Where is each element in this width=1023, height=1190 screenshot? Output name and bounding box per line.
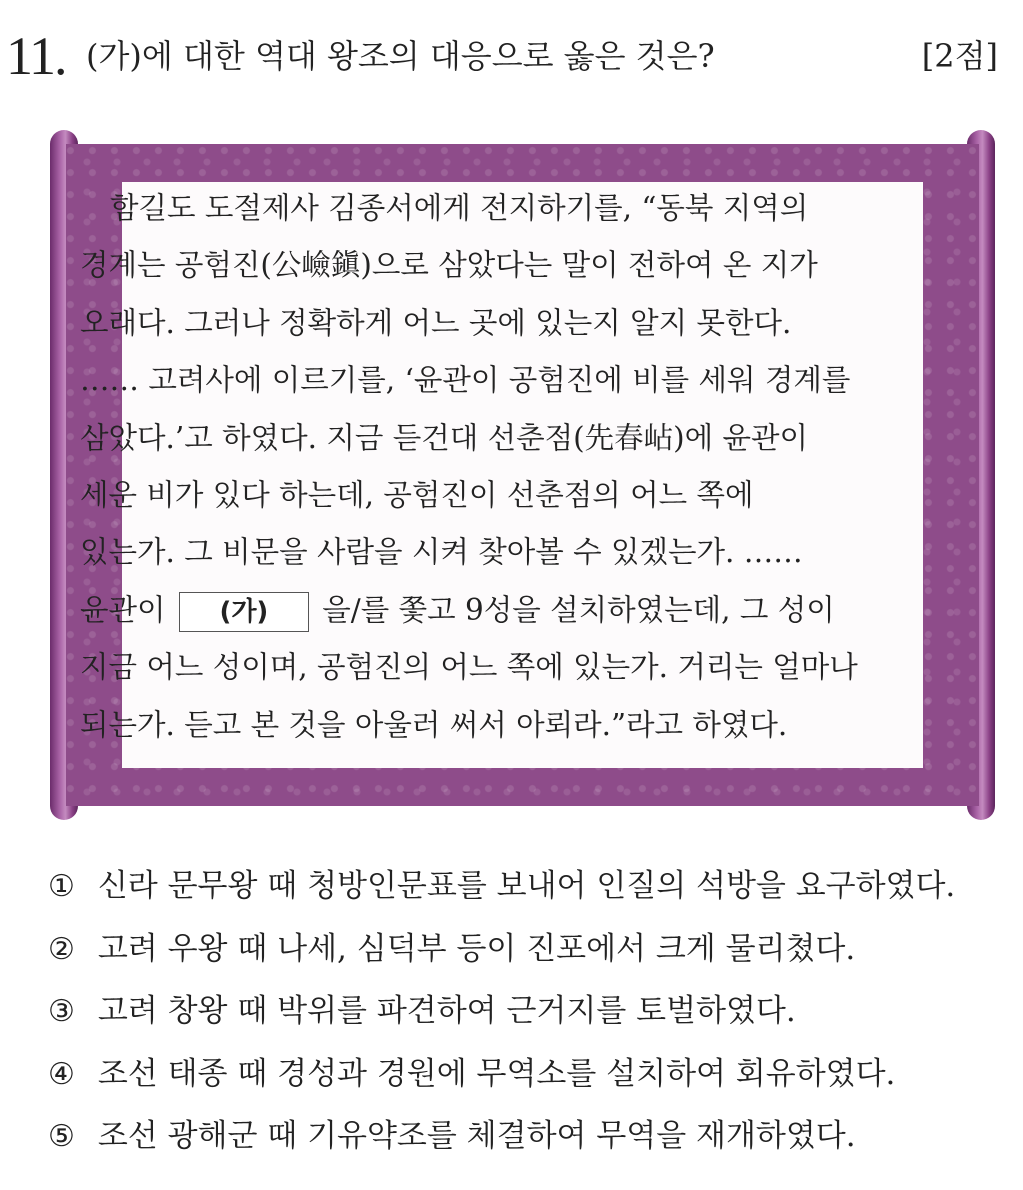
question-header [6,26,1006,86]
choice-number: ① [48,869,75,904]
choice-text: 고려 창왕 때 박위를 파견하여 근거지를 토벌하였다. [97,993,796,1029]
passage-line: 함길도 도절제사 김종서에게 전지하기를, “동북 지역의 [110,191,809,225]
choice-number: ② [48,931,75,967]
blank-box: (가) [179,592,309,632]
passage-line: 삼았다.’고 하였다. 지금 듣건대 선춘점(先春岾)에 윤관이 [80,420,808,455]
choice-text: 조선 광해군 때 기유약조를 체결하여 무역을 재개하였다. [97,1118,856,1154]
passage-line: …… 고려사에 이르기를, ‘윤관이 공험진에 비를 세워 경계를 [80,363,851,398]
passage-line: 있는가. 그 비문을 사람을 시켜 찾아볼 수 있겠는가. …… [80,535,803,570]
passage-line: 세운 비가 있다 하는데, 공험진이 선춘점의 어느 쪽에 [80,477,754,512]
choice-4[interactable] [48,1050,955,1113]
question-points: [2점] [921,37,998,75]
choice-5[interactable] [48,1112,955,1175]
choice-2[interactable] [48,925,955,988]
choice-number: ④ [48,1056,75,1092]
choice-text: 신라 문무왕 때 청방인문표를 보내어 인질의 석방을 요구하였다. [97,868,956,904]
choice-number: ③ [48,994,75,1029]
passage-line: 오래다. 그러나 정확하게 어느 곳에 있는지 알지 못한다. [80,305,792,340]
passage-line-post: 을/를 쫓고 9성을 설치하였는데, 그 성이 [322,592,835,627]
passage-line: 지금 어느 성이며, 공험진의 어느 쪽에 있는가. 거리는 얼마나 [80,650,858,685]
question-number: 11. [6,26,66,86]
answer-choices [48,862,955,1175]
passage-line: 경계는 공험진(公嶮鎭)으로 삼았다는 말이 전하여 온 지가 [80,248,818,283]
choice-text: 조선 태종 때 경성과 경원에 무역소를 설치하여 회유하였다. [97,1055,896,1092]
passage-text [80,180,920,754]
choice-number: ⑤ [48,1119,75,1154]
choice-3[interactable] [48,987,955,1050]
choice-text: 고려 우왕 때 나세, 심덕부 등이 진포에서 크게 물리쳤다. [97,930,856,967]
passage-line: 되는가. 듣고 본 것을 아울러 써서 아뢰라.”라고 하였다. [80,707,788,742]
passage-line-pre: 윤관이 [80,592,166,627]
choice-1[interactable] [48,862,955,925]
question-text: (가)에 대한 역대 왕조의 대응으로 옳은 것은? [86,37,715,75]
passage-line-blank [80,582,920,639]
